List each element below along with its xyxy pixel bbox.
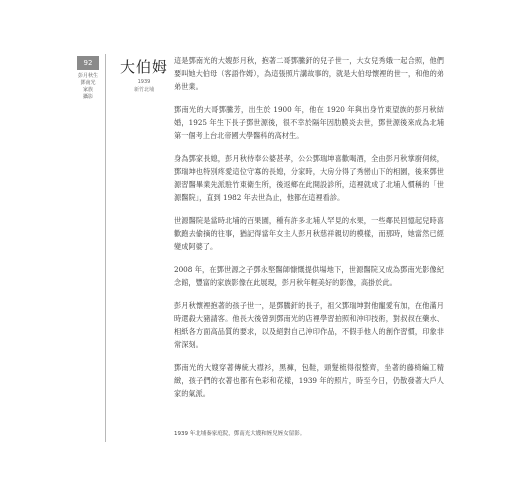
paragraph-7: 鄧南光的大嫂穿著傳統大襟衫，黑褲，包鞋，頭髮梳得很整齊，坐著的藤椅編工精緻，孩子們的衣著也都有色彩和花樣，1939 年的照片，時至今日，仍散發著大戶人家的氣派。	[174, 363, 444, 398]
paragraph-5: 2008 年，在鄧世源之子鄧永堅醫師慷慨提供場地下，世源醫院又成為鄧南光影像紀念館，豐富的家族影像在此展現，彭月秋年輕美好的影像，高掛於此。	[174, 265, 444, 287]
photo-location: 新竹北埔	[133, 87, 154, 93]
article-body	[174, 54, 444, 410]
side-label-line-3: 家族	[82, 87, 93, 93]
paragraph-2: 鄧南光的大哥鄧騰芳，出生於 1900 年，他在 1920 年與出身竹東望族的彭月秋結婚，1925 年生下長子鄧世源後，很不幸於隔年因肋膜炎去世，鄧世源後來成為北埔第一個考上台北帝國大學醫科的高材生。	[174, 105, 444, 140]
vertical-divider	[105, 54, 106, 442]
paragraph-6: 彭月秋懷裡抱著的孩子世一，是鄧騰釬的長子，祖父鄧瑞坤對他寵愛有加，在他滿月時還殺大豬請客。他長大後曾到鄧南光的店裡學習拍照和沖印技術，對叔叔在藥水、相紙各方面高品質的要求，以及絕對自己沖印作品，不假手他人的創作習慣，印象非常深刻。	[174, 301, 444, 349]
paragraph-4: 世源醫院是當時北埔的百果園，種有許多北埔人罕見的水果，一些鄰民回憶起兒時喜歡跑去偷摘的往事，猶記得當年女主人彭月秋慈祥親切的模樣，而那時，她當然已經變成阿婆了。	[174, 216, 444, 251]
side-label-line-1: 彭月秋生	[77, 73, 98, 79]
photo-year: 1939	[137, 79, 151, 85]
page-title: 大伯姆	[119, 58, 168, 76]
side-label-line-2: 鄧南光	[80, 80, 96, 86]
side-margin-column	[74, 56, 102, 101]
page-number-badge: 92	[77, 56, 99, 70]
paragraph-1: 這是鄧南光的大嫂彭月秋，抱著二哥鄧騰釬的兒子世一，大女兒秀娥一起合照，他們要叫她大伯母（客語作姆），為這張照片講故事的，就是大伯母懷裡的世一，和他的弟弟世業。	[174, 56, 444, 91]
photo-caption: 1939 年北埔秦家庭院，鄧南光大嫂和姪兒姪女留影。	[174, 431, 306, 437]
side-label-line-4: 攝影	[82, 94, 93, 100]
paragraph-3: 身為鄧家長媳，彭月秋侍奉公婆甚孝，公公鄧瑞坤喜歡喝酒，全由彭月秋掌廚伺候，鄧瑞坤也特別疼愛這位守寡的長媳，分家時，大房分得了秀巒山下的相園，後來鄧世源習醫畢業先派駐竹東衛生所，後返鄉在此開設診所，這裡就成了北埔人慣稱的「世源醫院」，直到 1982 年去世為止，他都在這裡看診。	[174, 154, 444, 202]
